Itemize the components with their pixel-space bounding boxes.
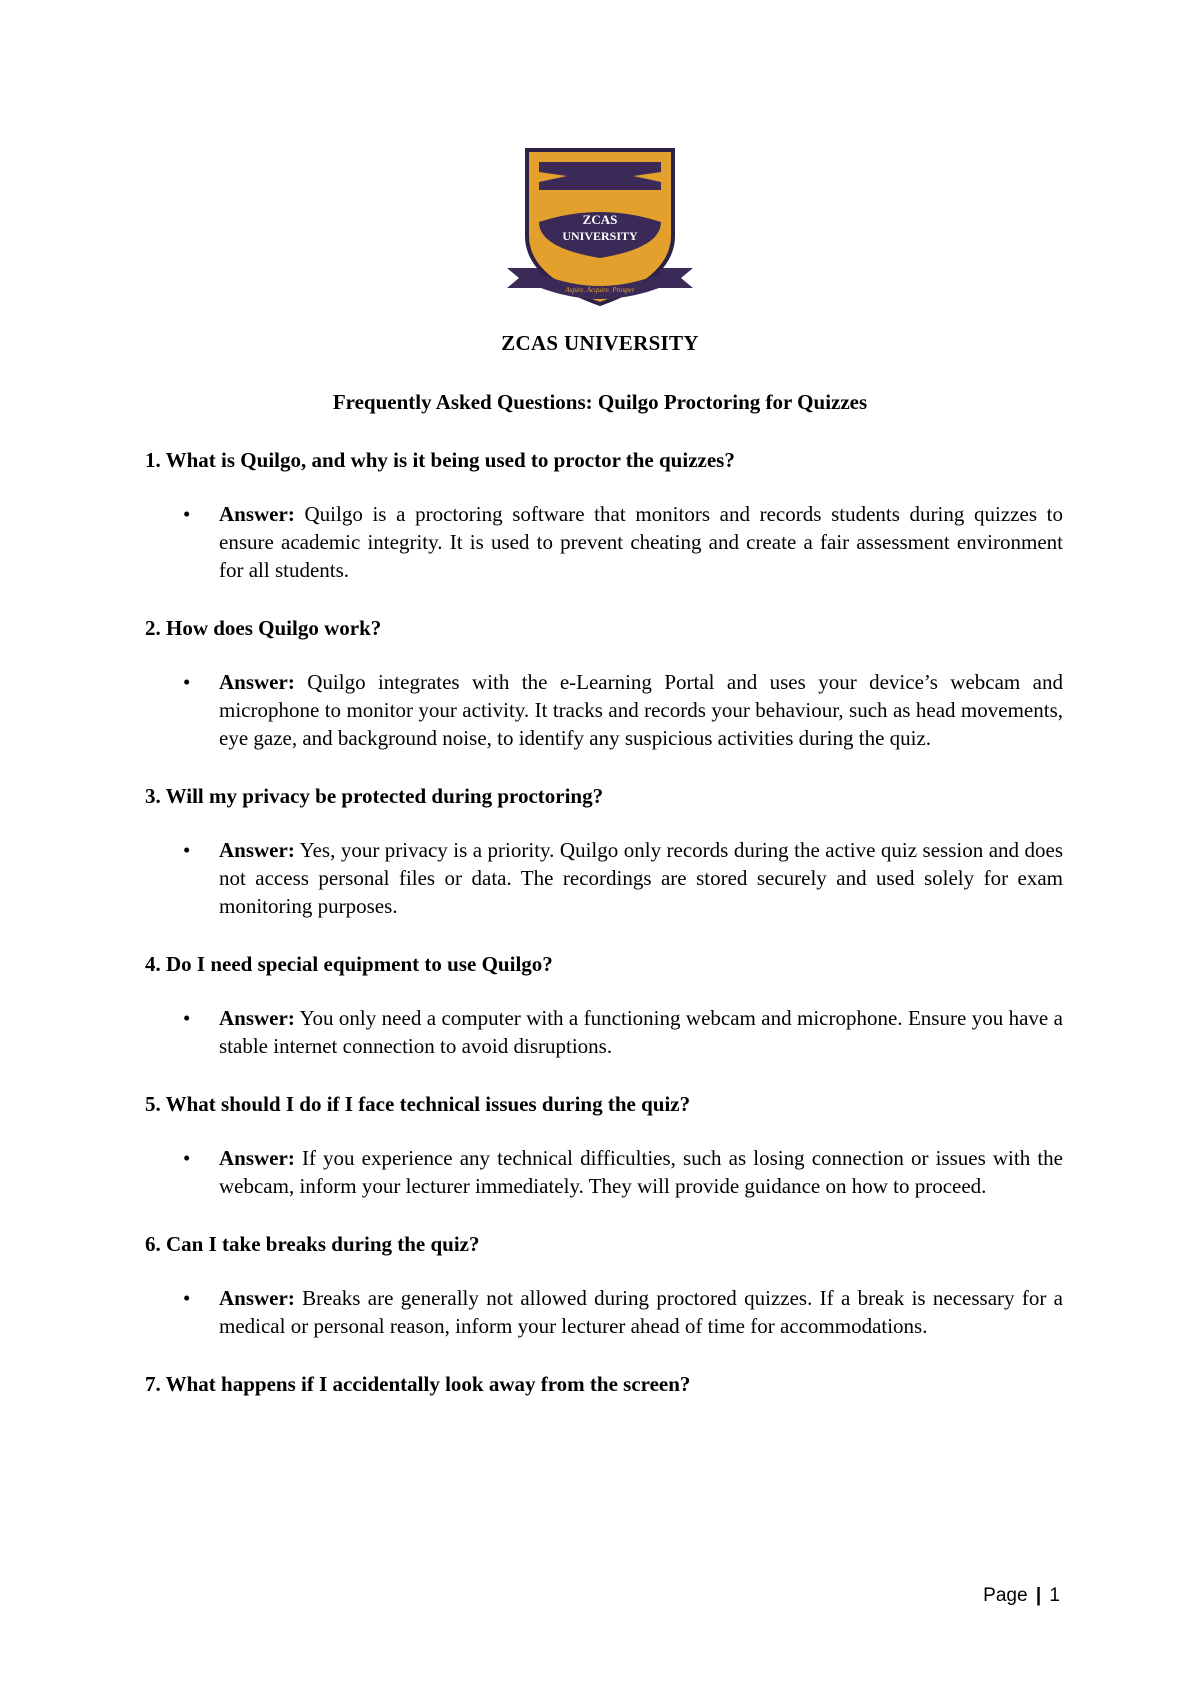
bullet-icon: • [183,838,191,862]
answer-label: Answer: [219,502,295,526]
page-separator: | [1035,1585,1042,1606]
answer-text [219,1284,1063,1340]
faq-answer [145,1284,1063,1340]
logo-motto: Aspire. Acquire. Prosper [565,286,635,294]
faq-answer [145,836,1063,920]
answer-label: Answer: [219,1286,295,1310]
faq-item [145,1230,1063,1340]
answer-text [219,836,1063,920]
page-number: 1 [1049,1585,1060,1606]
faq-answer [145,668,1063,752]
answer-body: You only need a computer with a functioning webcam and microphone. Ensure you have a stable internet connection to avoid disruptions. [219,1006,1063,1058]
answer-text [219,668,1063,752]
faq-answer [145,1144,1063,1200]
faq-question: 7. What happens if I accidentally look away from the screen? [145,1372,691,1396]
answer-text [219,1004,1063,1060]
answer-body: Breaks are generally not allowed during proctored quizzes. If a break is necessary for a medical or personal reason, inform your lecturer ahead of time for accommodations. [219,1286,1063,1338]
document-title: Frequently Asked Questions: Quilgo Proctoring for Quizzes [332,390,868,414]
logo-text-line1: ZCAS [582,212,618,227]
faq-item [145,1370,1063,1398]
faq-item [145,614,1063,752]
answer-label: Answer: [219,838,295,862]
answer-text [219,500,1063,584]
faq-item [145,446,1063,584]
faq-list [145,446,1063,1398]
page-footer [983,1585,1060,1607]
university-name: ZCAS UNIVERSITY [501,331,699,355]
answer-body: Quilgo integrates with the e-Learning Portal and uses your device’s webcam and microphone to monitor your activity. It tracks and records your behaviour, such as head movements, eye gaze, and background noise, to identify any suspicious activities during the quiz. [219,670,1063,750]
faq-answer [145,500,1063,584]
faq-item [145,950,1063,1060]
faq-question: 6. Can I take breaks during the quiz? [145,1232,480,1256]
faq-answer [145,1004,1063,1060]
bullet-icon: • [183,1006,191,1030]
answer-label: Answer: [219,1006,295,1030]
bullet-icon: • [183,1286,191,1310]
answer-text [219,1144,1063,1200]
zcas-university-logo [505,148,695,310]
bullet-icon: • [183,1146,191,1170]
faq-item [145,782,1063,920]
bullet-icon: • [183,502,191,526]
faq-question: 4. Do I need special equipment to use Quilgo? [145,952,553,976]
faq-question: 1. What is Quilgo, and why is it being used to proctor the quizzes? [145,448,735,472]
answer-label: Answer: [219,670,295,694]
answer-body: Quilgo is a proctoring software that monitors and records students during quizzes to ensure academic integrity. It is used to prevent cheating and create a fair assessment environment for all students. [219,502,1063,582]
logo-ribbon-right-tail [655,268,693,288]
answer-body: Yes, your privacy is a priority. Quilgo only records during the active quiz session and does not access personal files or data. The recordings are stored securely and used solely for exam monitoring purposes. [219,838,1063,918]
page-label: Page [983,1585,1028,1606]
faq-question: 3. Will my privacy be protected during proctoring? [145,784,604,808]
faq-question: 2. How does Quilgo work? [145,616,382,640]
answer-label: Answer: [219,1146,295,1170]
logo-ribbon-left-tail [507,268,545,288]
faq-question: 5. What should I do if I face technical issues during the quiz? [145,1092,691,1116]
bullet-icon: • [183,670,191,694]
faq-item [145,1090,1063,1200]
logo-text-line2: UNIVERSITY [562,229,638,243]
answer-body: If you experience any technical difficulties, such as losing connection or issues with the webcam, inform your lecturer immediately. They will provide guidance on how to proceed. [219,1146,1063,1198]
